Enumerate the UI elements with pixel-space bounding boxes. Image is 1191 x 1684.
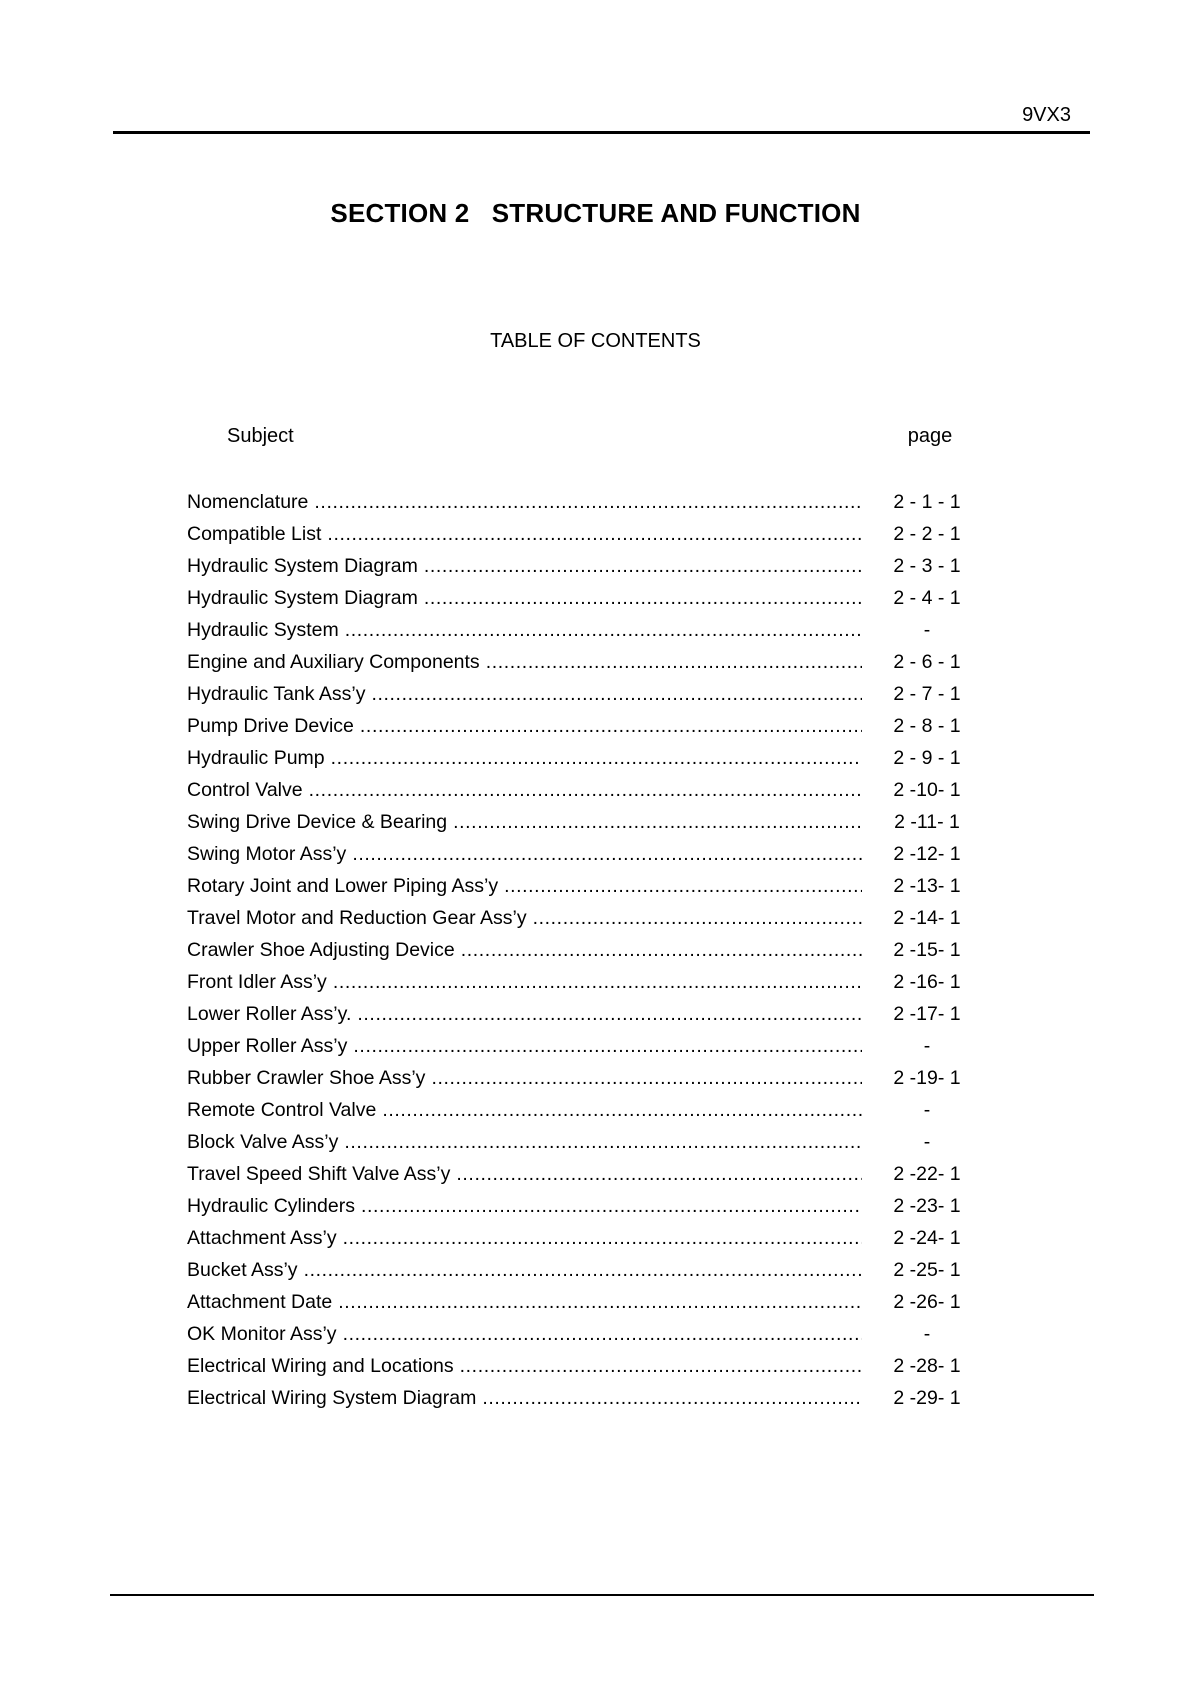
- toc-entry: [187, 902, 967, 934]
- toc-entry-page: -: [923, 1131, 931, 1153]
- toc-entry-page: 2 -10- 1: [893, 779, 961, 801]
- toc-entry-page: 2 -26- 1: [893, 1291, 961, 1313]
- toc-entry: [187, 1158, 967, 1190]
- toc-entry-page: 2 -25- 1: [893, 1259, 961, 1281]
- page-column-header: page: [907, 425, 953, 447]
- toc-entry-page: 2 -24- 1: [893, 1227, 961, 1249]
- toc-entry: [187, 1062, 967, 1094]
- toc-entry-subject: Hydraulic Pump .....: [187, 742, 862, 774]
- toc-entry-subject: Travel Motor and Reduction Gear Ass’y .....: [187, 902, 862, 934]
- toc-entry: [187, 582, 967, 614]
- toc-entry: [187, 1286, 967, 1318]
- toc-entry-subject: Electrical Wiring and Locations .....: [187, 1350, 862, 1382]
- toc-entry-page: 2 -13- 1: [893, 875, 961, 897]
- toc-entry: [187, 1126, 967, 1158]
- toc-entry-page: 2 -16- 1: [893, 971, 961, 993]
- toc-entry-page: -: [923, 619, 931, 641]
- toc-entry-subject: Hydraulic Cylinders .....: [187, 1190, 862, 1222]
- toc-entry-page: -: [923, 1035, 931, 1057]
- toc-entry-subject: Crawler Shoe Adjusting Device .....: [187, 934, 862, 966]
- header-rule: [113, 131, 1090, 134]
- toc-entry-page: 2 -19- 1: [893, 1067, 961, 1089]
- toc-entry: [187, 518, 967, 550]
- toc-entry: [187, 1094, 967, 1126]
- toc-entry-page: 2 -15- 1: [893, 939, 961, 961]
- toc-entry: [187, 678, 967, 710]
- toc-entry-subject: Bucket Ass’y .....: [187, 1254, 862, 1286]
- toc-entry: [187, 614, 967, 646]
- toc-entry-subject: Block Valve Ass’y .....: [187, 1126, 862, 1158]
- toc-entry: [187, 1350, 967, 1382]
- toc-entry-subject: Lower Roller Ass’y. .....: [187, 998, 862, 1030]
- toc-entry-page: 2 - 3 - 1: [893, 555, 961, 577]
- toc-entry: [187, 1222, 967, 1254]
- toc-entry-subject: Travel Speed Shift Valve Ass’y .....: [187, 1158, 862, 1190]
- toc-entry-page: 2 - 8 - 1: [893, 715, 961, 737]
- toc-entry-page: -: [923, 1099, 931, 1121]
- toc-title: TABLE OF CONTENTS: [490, 330, 701, 352]
- toc-entry-subject: Swing Motor Ass’y .....: [187, 838, 862, 870]
- toc-entry-page: 2 -22- 1: [893, 1163, 961, 1185]
- toc-entry: [187, 870, 967, 902]
- toc-entry-page: 2 - 9 - 1: [893, 747, 961, 769]
- toc-entry-page: 2 -29- 1: [893, 1387, 961, 1409]
- toc-entry-subject: Nomenclature .....: [187, 486, 862, 518]
- toc-list: [187, 486, 967, 1414]
- toc-entry: [187, 710, 967, 742]
- toc-entry-page: 2 - 4 - 1: [893, 587, 961, 609]
- toc-entry-subject: Electrical Wiring System Diagram .....: [187, 1382, 862, 1414]
- toc-entry-subject: OK Monitor Ass’y .....: [187, 1318, 862, 1350]
- toc-entry: [187, 1318, 967, 1350]
- toc-entry-page: 2 -28- 1: [893, 1355, 961, 1377]
- toc-entry: [187, 486, 967, 518]
- toc-entry-subject: Hydraulic System Diagram .....: [187, 550, 862, 582]
- toc-entry-subject: Remote Control Valve .....: [187, 1094, 862, 1126]
- toc-entry: [187, 934, 967, 966]
- toc-entry-page: 2 - 1 - 1: [893, 491, 961, 513]
- toc-entry: [187, 1030, 967, 1062]
- toc-entry-page: 2 -17- 1: [893, 1003, 961, 1025]
- toc-entry-subject: Hydraulic System .....: [187, 614, 862, 646]
- footer-rule: [110, 1594, 1094, 1596]
- toc-entry: [187, 1382, 967, 1414]
- subject-column-header: Subject: [227, 425, 294, 447]
- toc-entry-page: 2 - 2 - 1: [893, 523, 961, 545]
- toc-entry-page: 2 -23- 1: [893, 1195, 961, 1217]
- section-title: SECTION 2 STRUCTURE AND FUNCTION: [330, 198, 861, 228]
- toc-entry: [187, 838, 967, 870]
- toc-entry-subject: Attachment Ass’y .....: [187, 1222, 862, 1254]
- toc-entry: [187, 806, 967, 838]
- toc-entry: [187, 998, 967, 1030]
- toc-entry-subject: Pump Drive Device .....: [187, 710, 862, 742]
- toc-entry: [187, 774, 967, 806]
- toc-entry-subject: Hydraulic Tank Ass’y .....: [187, 678, 862, 710]
- toc-entry-page: 2 - 7 - 1: [893, 683, 961, 705]
- toc-entry-subject: Engine and Auxiliary Components .....: [187, 646, 862, 678]
- toc-entry-page: 2 -12- 1: [893, 843, 961, 865]
- toc-entry-subject: Control Valve .....: [187, 774, 862, 806]
- toc-entry-page: 2 -11- 1: [894, 811, 960, 833]
- toc-entry: [187, 1254, 967, 1286]
- toc-entry-subject: Attachment Date .....: [187, 1286, 862, 1318]
- toc-entry-subject: Compatible List .....: [187, 518, 862, 550]
- toc-entry: [187, 742, 967, 774]
- toc-entry-subject: Rotary Joint and Lower Piping Ass’y .....: [187, 870, 862, 902]
- toc-entry: [187, 550, 967, 582]
- toc-entry-subject: Front Idler Ass’y .....: [187, 966, 862, 998]
- toc-entry: [187, 966, 967, 998]
- toc-entry: [187, 646, 967, 678]
- toc-entry-page: 2 -14- 1: [893, 907, 961, 929]
- toc-entry-page: 2 - 6 - 1: [893, 651, 961, 673]
- toc-entry-page: -: [923, 1323, 931, 1345]
- toc-entry-subject: Rubber Crawler Shoe Ass’y .....: [187, 1062, 862, 1094]
- document-code: 9VX3: [1022, 104, 1071, 126]
- toc-entry: [187, 1190, 967, 1222]
- toc-entry-subject: Upper Roller Ass’y .....: [187, 1030, 862, 1062]
- toc-entry-subject: Hydraulic System Diagram .....: [187, 582, 862, 614]
- toc-entry-subject: Swing Drive Device & Bearing .....: [187, 806, 862, 838]
